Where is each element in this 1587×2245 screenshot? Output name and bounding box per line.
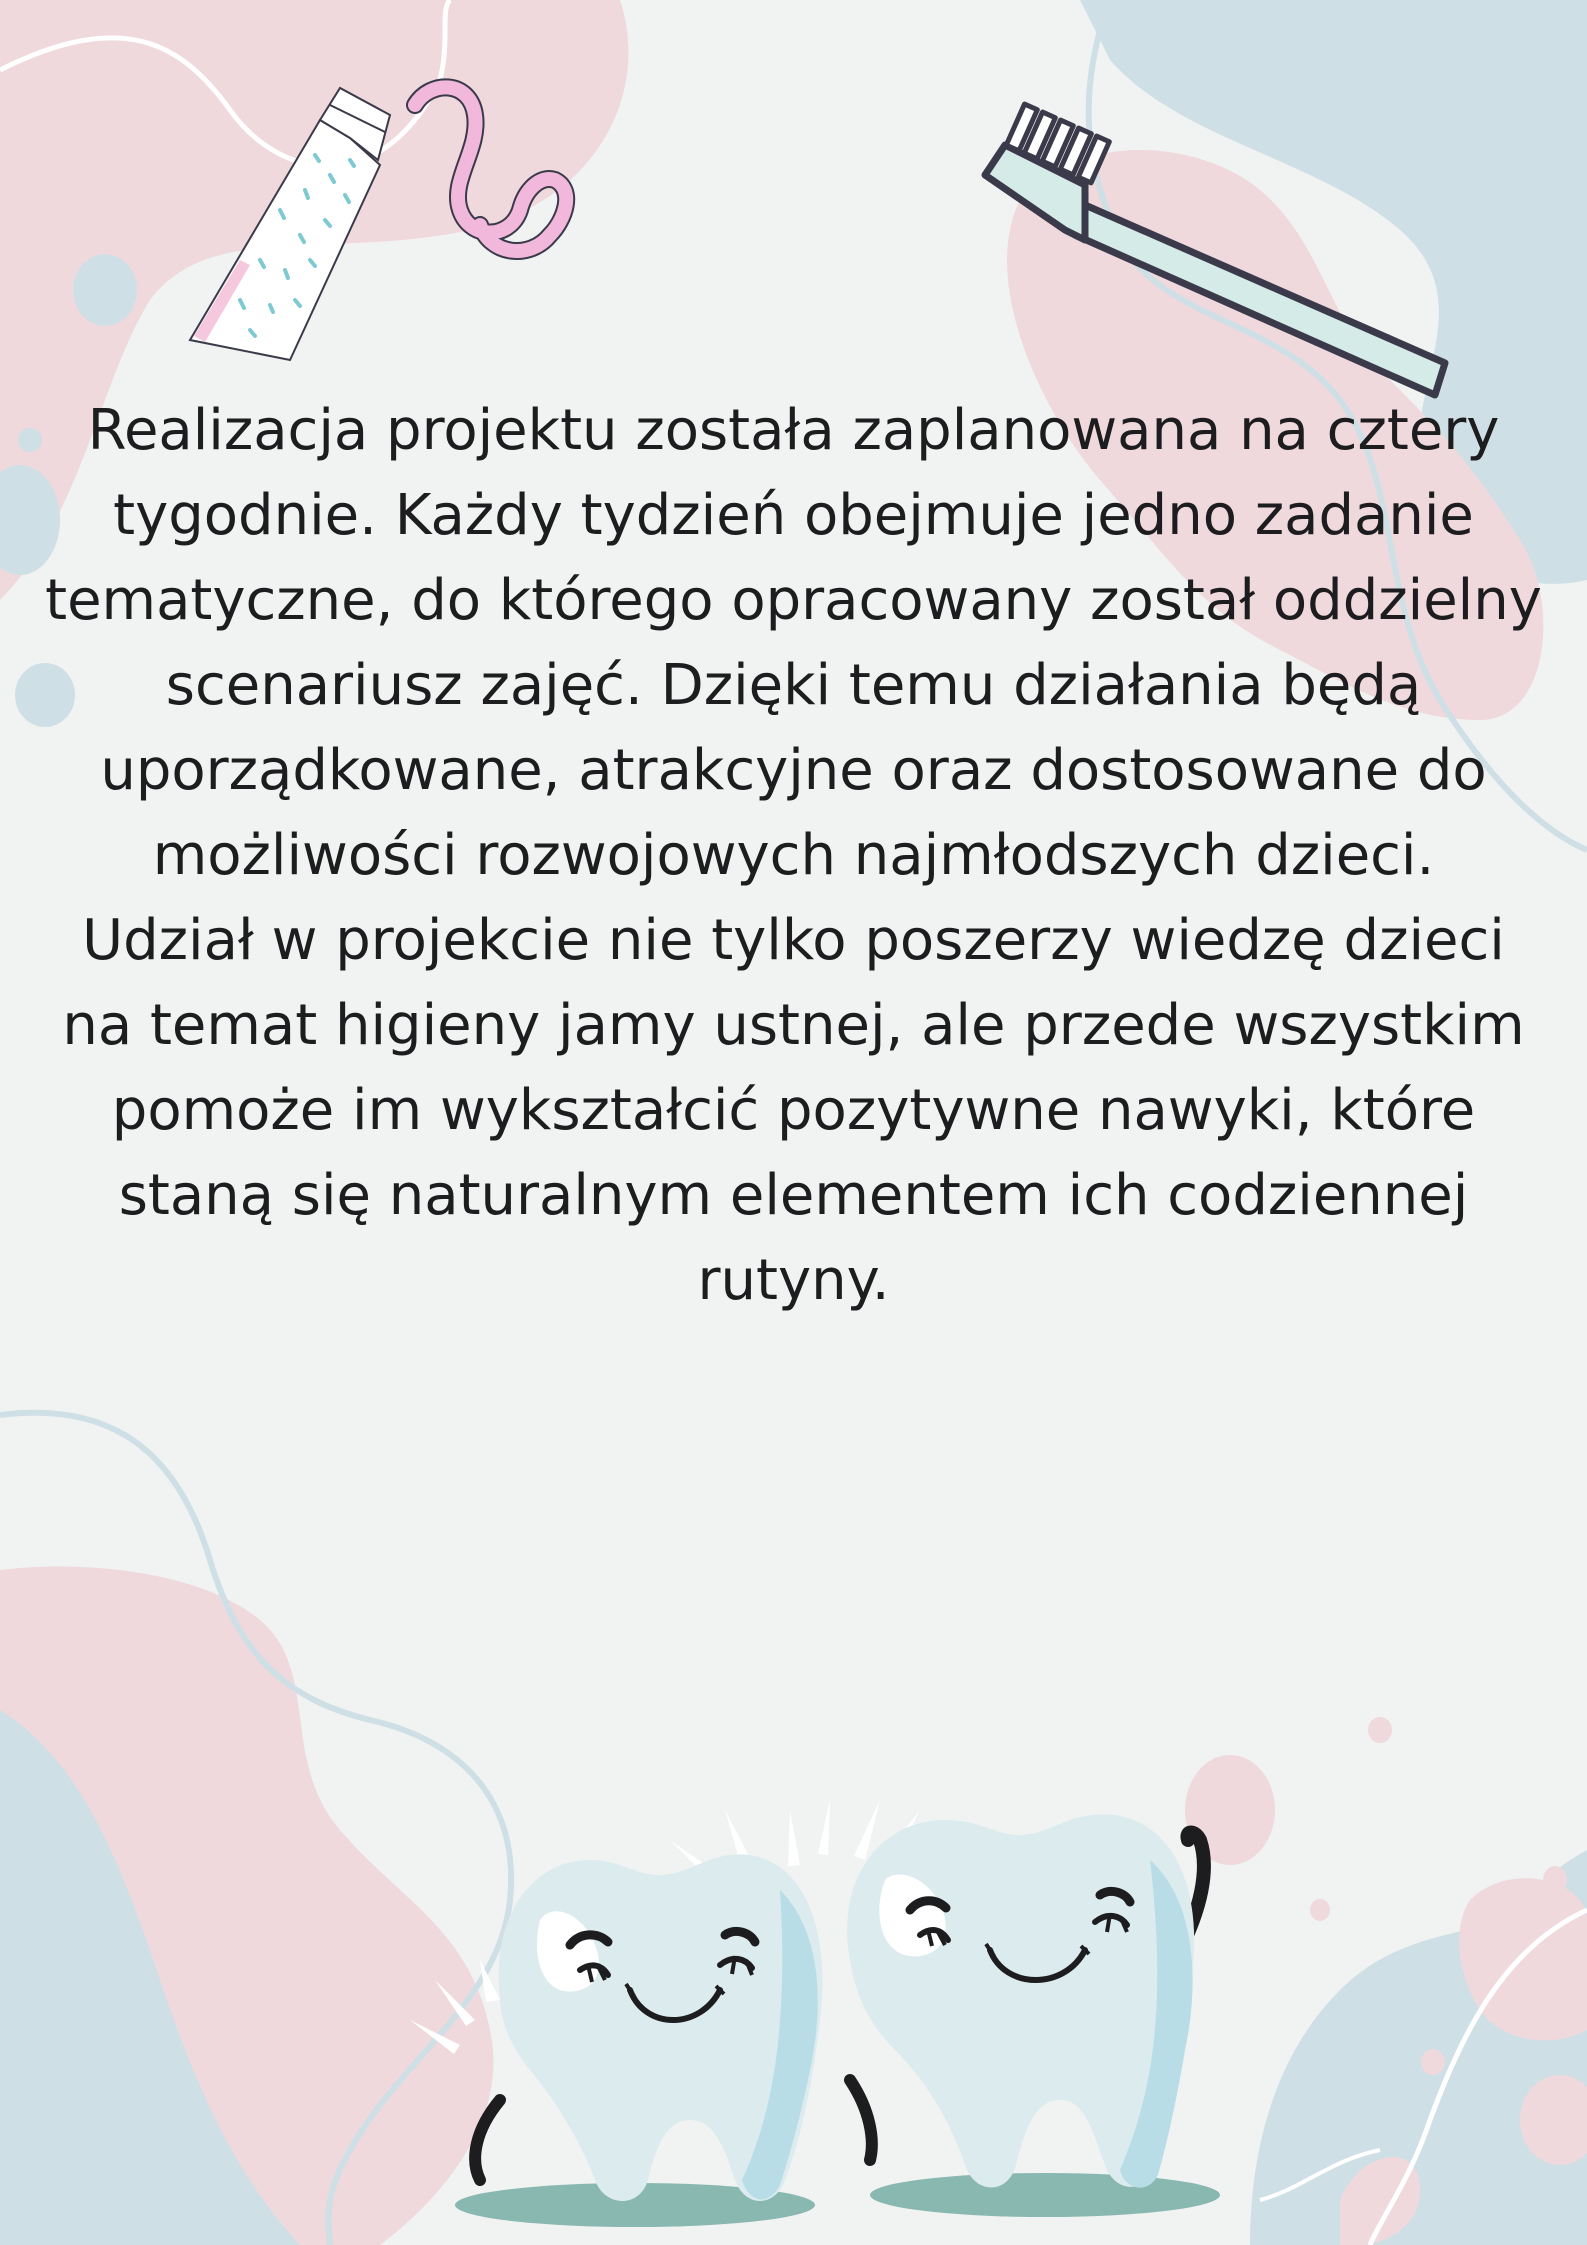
pink-dot-right-1 — [1368, 1717, 1392, 1743]
left-tooth-arm-right — [850, 2080, 872, 2160]
paragraph-2: Udział w projekcie nie tylko poszerzy wiedzę dzieci na temat higieny jamy ustnej, ale przede wszystkim pomoże im wykształcić pozytywne nawyki, które staną się naturalnym elementem ich codziennej rutyny. — [62, 908, 1525, 1313]
pink-dot-right-5 — [1500, 1980, 1520, 2000]
happy-teeth-illustration — [380, 1660, 1280, 2240]
pink-dot-right-4 — [1421, 2049, 1445, 2075]
tooth-shadow-right — [870, 2173, 1220, 2217]
pink-dot-right-3 — [1543, 1866, 1567, 1894]
blue-dot-top-left — [73, 254, 137, 326]
toothbrush-icon — [975, 95, 1455, 405]
toothpaste-icon — [180, 60, 610, 410]
pink-dot-right-2 — [1310, 1899, 1330, 1921]
paragraph-1: Realizacja projektu została zaplanowana na cztery tygodnie. Każdy tydzień obejmuje jedno zadanie tematyczne, do którego opracowany został oddzielny scenariusz zajęć. Dzięki temu działania będą uporządkowane, atrakcyjne oraz dostosowane do możliwości rozwojowych najmłodszych dzieci. — [45, 398, 1542, 888]
happy-tooth-left-icon — [498, 1854, 822, 2201]
happy-tooth-right-icon — [847, 1814, 1194, 2187]
document-body — [40, 388, 1547, 1323]
blue-dot-small-left — [18, 428, 42, 452]
left-tooth-arm-left — [475, 2100, 500, 2180]
